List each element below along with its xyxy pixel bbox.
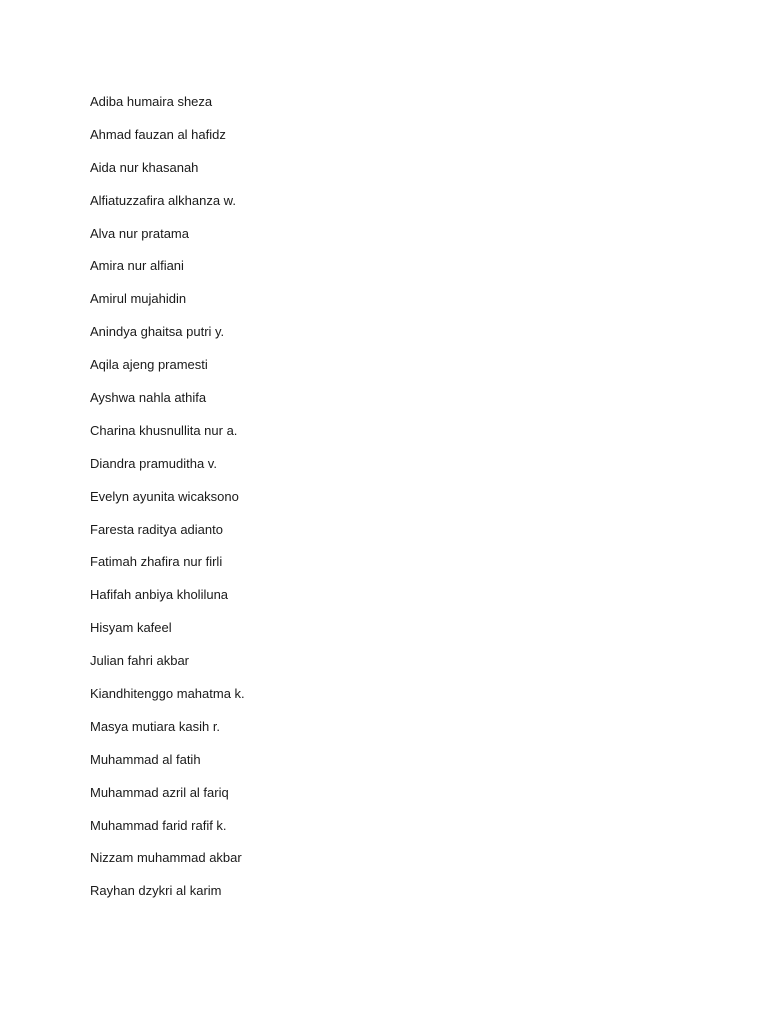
name-item: Alva nur pratama — [90, 225, 189, 241]
name-item: Ahmad fauzan al hafidz — [90, 126, 226, 142]
name-item: Muhammad azril al fariq — [90, 784, 229, 800]
name-item: Muhammad al fatih — [90, 751, 201, 767]
name-item: Hisyam kafeel — [90, 620, 172, 636]
name-item: Fatimah zhafira nur firli — [90, 554, 223, 570]
name-item: Aqila ajeng pramesti — [90, 357, 208, 373]
name-item: Hafifah anbiya kholiluna — [90, 587, 229, 603]
name-item: Charina khusnullita nur a. — [90, 422, 238, 438]
name-item: Aida nur khasanah — [90, 159, 199, 175]
name-item: Amira nur alfiani — [90, 258, 184, 274]
name-item: Julian fahri akbar — [90, 653, 189, 669]
name-item: Nizzam muhammad akbar — [90, 850, 242, 866]
name-item: Rayhan dzykri al karim — [90, 883, 222, 899]
name-item: Muhammad farid rafif k. — [90, 817, 227, 833]
name-list — [90, 93, 245, 915]
name-item: Masya mutiara kasih r. — [90, 718, 221, 734]
name-item: Ayshwa nahla athifa — [90, 390, 207, 406]
name-item: Adiba humaira sheza — [90, 94, 213, 109]
name-item: Evelyn ayunita wicaksono — [90, 488, 239, 504]
name-item: Kiandhitenggo mahatma k. — [90, 686, 245, 702]
name-item: Anindya ghaitsa putri y. — [90, 324, 225, 340]
name-item: Alfiatuzzafira alkhanza w. — [90, 192, 236, 208]
name-item: Faresta raditya adianto — [90, 521, 223, 537]
name-item: Amirul mujahidin — [90, 291, 187, 307]
name-item: Diandra pramuditha v. — [90, 455, 217, 471]
